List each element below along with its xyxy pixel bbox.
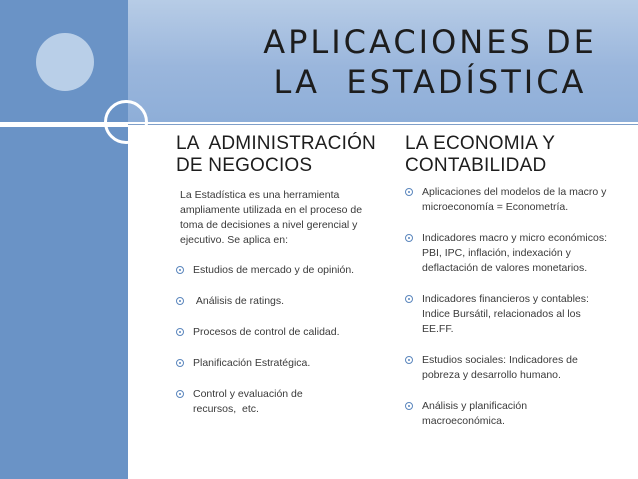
list-item: [405, 399, 612, 429]
left-bullet-list: [176, 263, 376, 417]
list-item: [405, 231, 612, 276]
right-heading-line-2: CONTABILIDAD: [405, 155, 547, 176]
bullet-circle-icon: [405, 188, 413, 196]
list-item: [176, 325, 376, 340]
left-column: [176, 133, 376, 433]
list-item: [176, 294, 376, 309]
decorative-ring: [104, 100, 148, 144]
bullet-text: Aplicaciones del modelos de la macro y microeconomía = Econometría.: [422, 186, 607, 213]
bullet-text: Planificación Estratégica.: [193, 357, 311, 369]
decorative-circle: [36, 33, 94, 91]
bullet-circle-icon: [176, 297, 184, 305]
bullet-text: Control y evaluación de recursos, etc.: [193, 388, 306, 415]
list-item: [176, 387, 323, 417]
bullet-circle-icon: [176, 390, 184, 398]
slide-title-line-1: APLICACIONES DE: [263, 23, 597, 61]
right-column-heading: [405, 133, 605, 177]
list-item: [176, 356, 376, 371]
left-column-heading: [176, 133, 376, 177]
slide-title: [230, 22, 630, 102]
list-item: [405, 185, 612, 215]
list-item: [405, 292, 612, 337]
list-item: [405, 353, 612, 383]
bullet-text: Estudios de mercado y de opinión.: [193, 264, 355, 276]
header-divider-line: [128, 124, 638, 125]
left-intro-text: La Estadística es una herramienta ampliamente utilizada en el proceso de toma de decisiones a nivel gerencial y ejecutivo. Se aplica en:: [180, 189, 363, 246]
bullet-circle-icon: [405, 356, 413, 364]
slide-title-line-2: LA ESTADÍSTICA: [273, 63, 587, 101]
right-column: [405, 133, 605, 445]
bullet-text: Análisis de ratings.: [193, 295, 285, 307]
right-heading-line-1: LA ECONOMIA Y: [405, 133, 556, 154]
bullet-circle-icon: [176, 359, 184, 367]
left-heading-line-2: DE NEGOCIOS: [176, 155, 313, 176]
bullet-circle-icon: [405, 295, 413, 303]
bullet-text: Estudios sociales: Indicadores de pobreza y desarrollo humano.: [422, 354, 578, 381]
bullet-circle-icon: [405, 402, 413, 410]
bullet-text: Procesos de control de calidad.: [193, 326, 340, 338]
bullet-text: Indicadores macro y micro económicos: PBI, IPC, inflación, indexación y deflactación de valores monetarios.: [422, 232, 607, 274]
bullet-text: Indicadores financieros y contables: Indice Bursátil, relacionados al los EE.FF.: [422, 293, 589, 335]
list-item: [176, 263, 376, 278]
bullet-circle-icon: [176, 328, 184, 336]
bullet-text: Análisis y planificación macroeconómica.: [422, 400, 528, 427]
right-bullet-list: [405, 185, 605, 429]
bullet-circle-icon: [405, 234, 413, 242]
bullet-circle-icon: [176, 266, 184, 274]
left-heading-line-1: LA ADMINISTRACIÓN: [176, 133, 376, 154]
